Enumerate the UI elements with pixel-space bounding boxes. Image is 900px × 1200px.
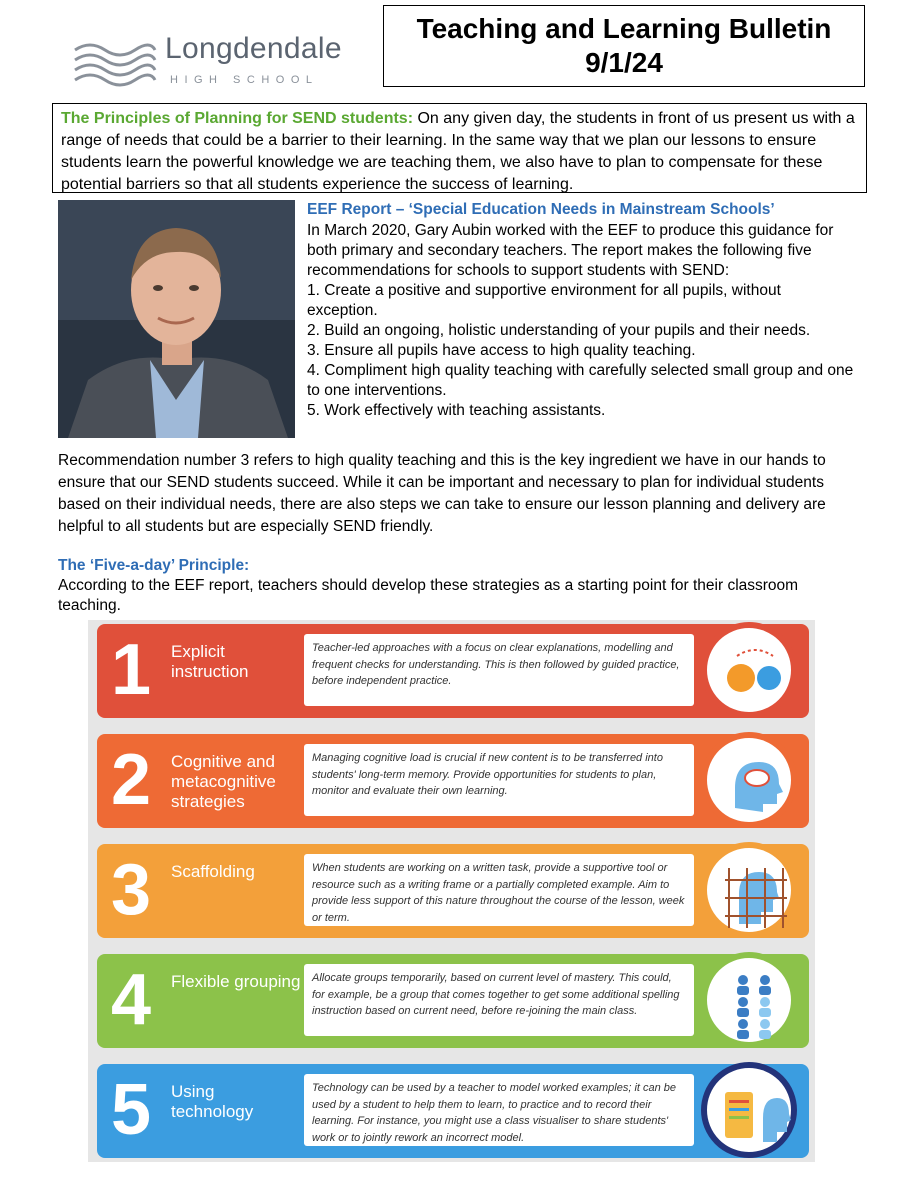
technology-tablet-icon [701, 1062, 797, 1158]
strategy-label: Cognitive and metacognitive strategies [171, 752, 276, 811]
intro-box [52, 103, 867, 193]
strategy-row-2 [97, 734, 809, 828]
strategy-description: Allocate groups temporarily, based on current level of mastery. This could, for example, be a group that comes together to get some additional spelling instruction based on current need, before re-joining the main class. [304, 964, 694, 1036]
eef-recommendation-2: 2. Build an ongoing, holistic understanding of your pupils and their needs. [307, 322, 811, 339]
five-a-day-intro: According to the EEF report, teachers should develop these strategies as a starting point for their classroom teaching. [58, 577, 799, 614]
eef-body: In March 2020, Gary Aubin worked with the EEF to produce this guidance for both primary and secondary teachers. The report makes the following five recommendations for schools to support students with SEND: [307, 222, 834, 279]
strategy-label: Using technology [171, 1082, 254, 1121]
eef-recommendation-3: 3. Ensure all pupils have access to high quality teaching. [307, 342, 696, 359]
strategy-description: When students are working on a written task, provide a supportive tool or resource such as a writing frame or a partially completed example. Aim to provide less support of this nature throughout the course of the lesson, week or term. [304, 854, 694, 926]
logo-name: Longdendale [165, 32, 342, 65]
strategy-row-1 [97, 624, 809, 718]
strategy-row-3 [97, 844, 809, 938]
recommendation-paragraph: Recommendation number 3 refers to high quality teaching and this is the key ingredient we have in our hands to ensure that our SEND students succeed. While it can be important and necessary to plan for individual students based on their individual needs, there are also steps we can take to ensure our lesson planning and delivery are helpful to all students but are especially SEND friendly. [58, 452, 826, 535]
explicit-instruction-icon [701, 622, 797, 718]
bulletin-title: Teaching and Learning Bulletin [416, 13, 832, 44]
school-logo [70, 28, 370, 98]
strategy-number: 1 [111, 630, 152, 710]
strategy-description: Managing cognitive load is crucial if new content is to be transferred into students' long-term memory. Provide opportunities for students to plan, monitor and evaluate their own learning. [304, 744, 694, 816]
eef-recommendation-4: 4. Compliment high quality teaching with carefully selected small group and one to one interventions. [307, 362, 854, 399]
intro-heading: The Principles of Planning for SEND students: [61, 110, 414, 127]
strategy-description: Technology can be used by a teacher to model worked examples; it can be used by a student to help them to learn, to practice and to record their learning. For instance, you might use a class visualiser to share students' work or to jointly rework an incorrect model. [304, 1074, 694, 1146]
strategy-row-4 [97, 954, 809, 1048]
bulletin-title-box [383, 5, 865, 87]
cognitive-brain-icon [701, 732, 797, 828]
strategy-number: 3 [111, 850, 152, 930]
eef-recommendation-1: 1. Create a positive and supportive environment for all pupils, without exception. [307, 282, 781, 319]
intro-text: On any given day, the students in front of us present us with a range of needs that could be a barrier to their learning. In the same way that we plan our lessons to ensure students learn the powerful knowledge we are teaching them, we also have to plan to compensate for these potential barriers so that all students experience the success of learning. [61, 110, 855, 193]
scaffolding-icon [701, 842, 797, 938]
five-a-day-section [58, 556, 858, 616]
strategy-number: 2 [111, 740, 152, 820]
eef-recommendation-5: 5. Work effectively with teaching assistants. [307, 402, 606, 419]
author-photo [58, 200, 295, 438]
strategy-description: Teacher-led approaches with a focus on clear explanations, modelling and frequent checks for understanding. This is then followed by guided practice, before independent practice. [304, 634, 694, 706]
strategy-label: Explicit instruction [171, 642, 249, 681]
strategy-label: Flexible grouping [171, 972, 301, 991]
strategy-label: Scaffolding [171, 862, 255, 881]
eef-section [307, 200, 855, 421]
strategy-row-5 [97, 1064, 809, 1158]
flexible-grouping-icon [701, 952, 797, 1048]
waves-logo-icon [70, 28, 160, 98]
logo-subtitle: HIGH SCHOOL [170, 74, 319, 86]
strategy-number: 4 [111, 960, 152, 1040]
eef-title: EEF Report – ‘Special Education Needs in Mainstream Schools’ [307, 201, 775, 218]
strategy-number: 5 [111, 1070, 152, 1150]
five-a-day-infographic [88, 620, 815, 1162]
bulletin-date: 9/1/24 [585, 47, 663, 78]
five-a-day-title: The ‘Five-a-day’ Principle: [58, 557, 250, 574]
